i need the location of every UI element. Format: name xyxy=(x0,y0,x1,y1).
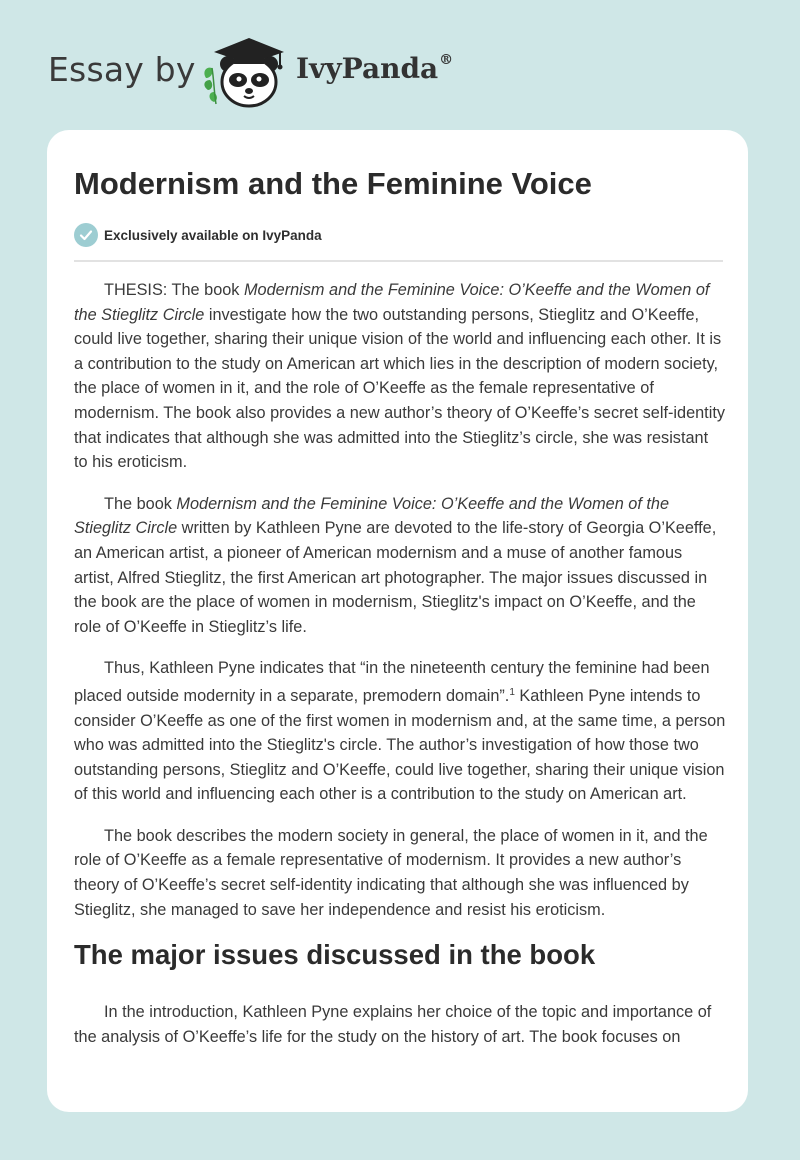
p2-text-end: written by Kathleen Pyne are devoted to the life-story of Georgia O’Keeffe, an American artist, a pioneer of American modernism and a muse of another famous artist, Alfred Stieglitz, the first American art photographer. The major issues discussed in the book are the place of women in modernism, Stieglitz's impact on O’Keeffe, and the role of O’Keeffe in Stieglitz’s life. xyxy=(74,519,717,636)
exclusive-label: Exclusively available on IvyPanda xyxy=(104,227,322,243)
essay-body xyxy=(74,278,726,1066)
thesis-text-end: investigate how the two outstanding persons, Stieglitz and O’Keeffe, could live together, sharing their unique vision of the world and influencing each other. It is a contribution to the study on American art which lies in the description of modern society, the place of women in it, and the role of O’Keeffe as the female representative of modernism. The book also provides a new author’s theory of O’Keeffe’s secret self-identity that indicates that although she was admitted into the Stieglitz’s circle, she was resistant to his eroticism. xyxy=(74,305,725,472)
book-title-italic: Modernism and the Feminine Voice: O’Keeffe and the Women of the Stieglitz Circle xyxy=(74,494,670,538)
essay-by-label: Essay by xyxy=(48,50,196,89)
check-circle-icon xyxy=(74,223,98,247)
p3-text-end: Kathleen Pyne intends to consider O’Keeffe as one of the first women in modernism and, at the same time, a person who was admitted into the Stieglitz's circle. The author’s investigation of how those two outstanding persons, Stieglitz and O’Keeffe, could live together, sharing their unique vision of this world and influencing each other is a contribution to the study on American art. xyxy=(74,686,726,804)
brand-name: IvyPanda xyxy=(296,52,439,85)
p3-text-start: Thus, Kathleen Pyne indicates that “in the nineteenth century the feminine had been placed outside modernity in a separate, premodern domain”. xyxy=(74,659,710,705)
essay-card xyxy=(47,130,748,1112)
footnote-ref[interactable]: 1 xyxy=(509,686,515,698)
p2-text-start: The book xyxy=(104,494,177,513)
ivypanda-brand[interactable] xyxy=(296,52,453,85)
site-header xyxy=(0,0,800,125)
ivypanda-logo-icon[interactable] xyxy=(200,34,292,110)
divider xyxy=(74,260,723,262)
section-heading: The major issues discussed in the book xyxy=(74,939,596,971)
paragraph-3 xyxy=(74,656,726,807)
registered-mark: ® xyxy=(439,52,454,68)
paragraph-2 xyxy=(74,492,726,640)
thesis-text-start: THESIS: The book xyxy=(104,281,244,299)
paragraph-4: The book describes the modern society in general, the place of women in it, and the role of O’Keeffe as a female representative of modernism. It provides a new author’s theory of O’Keeffe’s secret self-identity indicating that although she was influenced by Stieglitz, she managed to save her independence and resist his eroticism. xyxy=(74,826,708,919)
paragraph-thesis xyxy=(74,278,726,475)
page-title: Modernism and the Feminine Voice xyxy=(74,166,592,201)
paragraph-5: In the introduction, Kathleen Pyne explains her choice of the topic and importance of the analysis of O’Keeffe’s life for the study on the history of art. The book focuses on xyxy=(74,1003,712,1046)
book-title-italic: Modernism and the Feminine Voice: O’Keeffe and the Women of the Stieglitz Circle xyxy=(74,281,710,324)
exclusive-badge xyxy=(74,222,322,248)
